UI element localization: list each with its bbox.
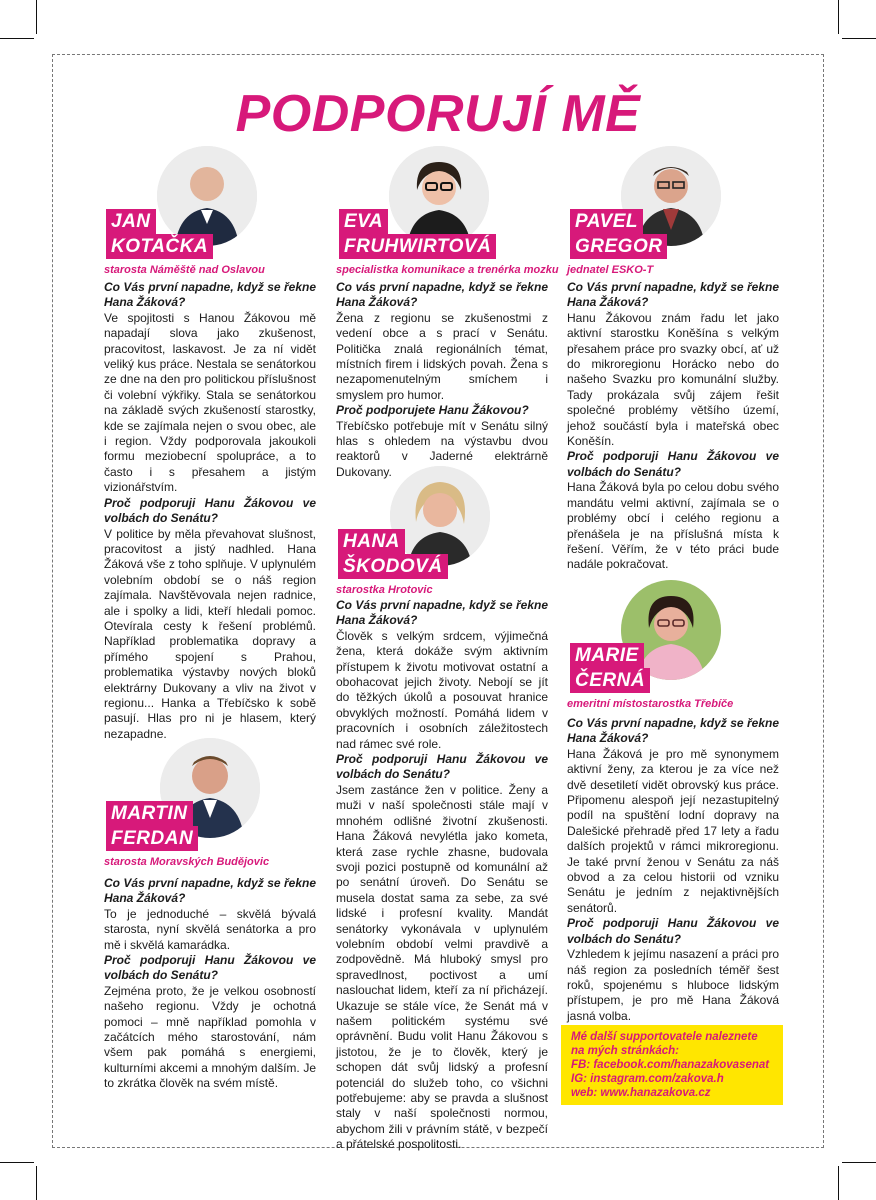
supporter-role: emeritní místostarostka Třebíče — [567, 698, 734, 710]
supporter-text: Co vás první napadne, když se řekne Hana Žáková? Žena z regionu se zkušenostmi z vedení obce a s prací v Senátu. Politička znalá regionálních témat, místních firem i lidských povah. Žena s nezapomenutelným smíchem i smyslem pro humor. Proč podporujete Hanu Žákovou? Třebíčsko potřebuje mít v Senátu silný hlas s ohledem na výstavbu dvou reaktorů v Jaderné elektrárně Dukovany. — [336, 280, 548, 479]
supporter-text: Co Vás první napadne, když se řekne Hana Žáková? Hanu Žákovou znám řadu let jako aktivní starostku Koněšína s velkým přesahem práce pro svazky obcí, ať už do mikroregionu Horácko nebo do našeho Svazku pro komunální služby. Tady prokázala svůj zájem řešit společné problémy většího území, jehož součástí byla i mateřská obec Koněšín. Proč podporuji Hanu Žákovou ve volbách do Senátu? Hana Žáková byla po celou dobu svého mandátu velmi aktivní, zajímala se o problémy obcí i celého regionu a přenášela je na příslušná místa k řešení. Věřím, že v této práci bude nadále pokračovat. — [567, 280, 779, 572]
supporter-text: Co Vás první napadne, když se řekne Hana Žáková? To je jednoduché – skvělá bývalá starosta, nyní skvělá senátorka a pro mě i skvělá kamarádka. Proč podporuji Hanu Žákovou ve volbách do Senátu? Zejména proto, že je velkou osobností našeho regionu. Vždy je ochotná pomoci – mně například pomohla v začátcích mého starostování, nám všem pak pomáhá s energiemi, kulturními akcemi a mnohým dalším. Je to zkrátka člověk na svém místě. — [104, 876, 316, 1091]
crop-mark — [838, 1166, 839, 1200]
contact-intro: Mé další supportovatele naleznete — [571, 1031, 758, 1043]
supporter-role: starosta Náměště nad Oslavou — [104, 264, 265, 276]
supporter-role: starostka Hrotovic — [336, 584, 433, 596]
contact-info-box — [561, 1025, 783, 1105]
supporter-text: Co Vás první napadne, když se řekne Hana Žáková? Člověk s velkým srdcem, výjimečná žena, která dokáže svým aktivním přístupem k životu motivovat ostatní a obohacovat jejich životy. Nebojí se jít do těžkých úkolů a posouvat hranice obvyklých možností. Pomáhá lidem v pracovních i osobních záležitostech nad rámec své role. Proč podporuji Hanu Žákovou ve volbách do Senátu? Jsem zastánce žen v politice. Ženy a muži v naší společnosti stále mají v mnohém odlišné životní zkušenosti. Hana Žáková nevylétla jako kometa, která zase rychle zhasne, budovala svoji pozici postupně od komunální až po senátní úroveň. Do Senátu se musela dostat sama za sebe, za své lidské i profesní kvality. Mandát senátorky vykonávala v uplynulém volebním období velmi pravdivě a zodpovědně. Má hluboký smysl pro spravedlnost, poctivost a umí naslouchat lidem, kteří za ní přicházejí. Ukazuje se stále více, že Senát má v našem politickém systému své oprávnění. Budu volit Hanu Žákovou s jistotou, že je to člověk, který je schopen dát svůj lidský a profesní potenciál do služeb toho, co všichni potřebujeme: aby se pravda a slušnost staly v naší společnosti normou, abychom žili v právním státě, v bezpečí a přátelské pospolitosti. — [336, 598, 548, 1152]
supporter-text: Co Vás první napadne, když se řekne Hana Žáková? Hana Žáková je pro mě synonymem aktivní ženy, za kterou je za více než dvě desetiletí vidět obrovský kus práce. Připomenu alespoň její nezastupitelný podíl na spuštění lodní dopravy na Dalešické přehradě před 17 lety a řadu dalších projektů v rámci mikroregionu. Je také první ženou v Senátu za náš obvod a za celou historii od vzniku Senátu je jedním z nejaktivnějších senátorů. Proč podporuji Hanu Žákovou ve volbách do Senátu? Vzhledem k jejímu nasazení a práci pro náš region za posledních téměř šest roků, spojenému s hluboce lidským přístupem, je pro mě Hana Žáková jasná volba. — [567, 716, 779, 1023]
crop-mark — [0, 38, 34, 39]
supporter-name: MARTIN FERDAN — [106, 801, 198, 851]
web-link[interactable]: web: www.hanazakova.cz — [571, 1087, 711, 1099]
supporter-name: PAVEL GREGOR — [570, 209, 667, 259]
supporter-role: specialistka komunikace a trenérka mozku — [336, 264, 559, 276]
instagram-link[interactable]: IG: instagram.com/zakova.h — [571, 1073, 724, 1085]
supporter-name: JAN KOTAČKA — [106, 209, 213, 259]
crop-mark — [838, 0, 839, 34]
crop-mark — [842, 38, 876, 39]
supporter-name: MARIE ČERNÁ — [570, 643, 650, 693]
crop-mark — [36, 0, 37, 34]
crop-mark — [36, 1166, 37, 1200]
page-title: PODPORUJÍ MĚ — [235, 85, 641, 143]
supporter-name: HANA ŠKODOVÁ — [338, 529, 448, 579]
facebook-link[interactable]: FB: facebook.com/hanazakovasenat — [571, 1059, 770, 1071]
supporter-role: jednatel ESKO-T — [567, 264, 654, 276]
supporter-text: Co Vás první napadne, když se řekne Hana Žáková? Ve spojitosti s Hanou Žákovou mě napadají slova jako zkušenost, pracovitost, laskavost. Je za ní vidět veliký kus práce. Nestala se senátorkou ze dne na den pro politickou příslušnost či volební výkřiky. Stala se senátorkou na základě svých zkušeností starostky, kde se zajímala nejen o svou obec, ale i region. Vždy podporovala jakoukoli formu meziobecní spolupráce, a to často i s přesahem a jistým vizionářstvím. Proč podporuji Hanu Žákovou ve volbách do Senátu? V politice by měla převahovat slušnost, pracovitost a jistý nadhled. Hana Žáková vše z toho splňuje. V uplynulém volebním období se o náš region zajímala. Navštěvovala nejen radnice, ale i spolky a lidi, kteří hledali pomoc. Otevírala cesty k řešení problémů. Například problematika dopravy a přímého spojení s Prahou, problematika výstavby nových bloků elektrárny Dukovany a vliv na život v regionu... Hanka a Třebíčsko k sobě pasují. Hlas pro ni je hlasem, který nezapadne. — [104, 280, 316, 741]
supporter-role: starosta Moravských Budějovic — [104, 856, 270, 868]
supporter-name: EVA FRUHWIRTOVÁ — [339, 209, 496, 259]
crop-mark — [0, 1162, 34, 1163]
crop-mark — [842, 1162, 876, 1163]
contact-intro: na mých stránkách: — [571, 1045, 680, 1057]
